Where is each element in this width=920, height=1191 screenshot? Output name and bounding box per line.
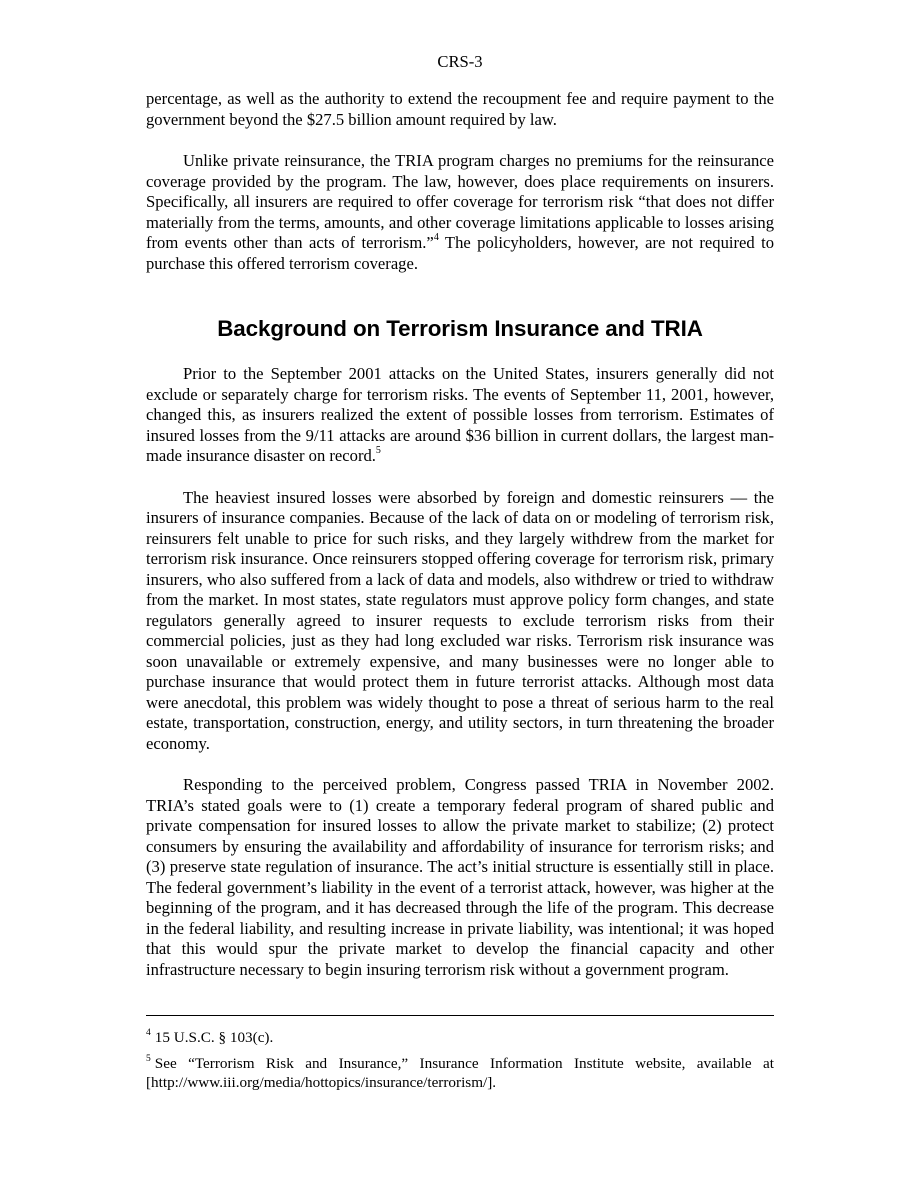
intro-paragraph-2 — [146, 151, 774, 274]
footnote-number: 4 — [146, 1027, 151, 1038]
footnote-ref-4[interactable]: 4 — [433, 232, 439, 244]
intro-paragraph-1: percentage, as well as the authority to extend the recoupment fee and require payment to the government beyond the $27.5 billion amount required by law. — [146, 89, 774, 129]
section-paragraph-1 — [146, 364, 774, 467]
section-paragraph-1-text: Prior to the September 2001 attacks on the United States, insurers generally did not exclude or separately charge for terrorism risks. The events of September 11, 2001, however, changed this, as insurers realized the extent of possible losses from terrorism. Estimates of insured losses from the 9/11 attacks are around $36 billion in current dollars, the largest man-made insurance disaster on record. — [146, 364, 774, 465]
footnote-text: 15 U.S.C. § 103(c). — [154, 1029, 274, 1046]
footnote-divider — [146, 1015, 774, 1016]
section-heading: Background on Terrorism Insurance and TRIA — [217, 316, 703, 341]
footnote — [146, 1054, 774, 1092]
footnote-ref-5[interactable]: 5 — [375, 445, 381, 457]
section-paragraph-2: The heaviest insured losses were absorbed by foreign and domestic reinsurers — the insurers of insurance companies. Because of the lack of data on or modeling of terrorism risk, reinsurers felt unable to price for such risks, and they largely withdrew from the market for terrorism risk insurance. Once reinsurers stopped offering coverage for terrorism risk, primary insurers, who also suffered from a lack of data and models, also withdrew or tried to withdraw from the market. In most states, state regulators must approve policy form changes, and state regulators generally agreed to insurer requests to exclude terrorism risks from their commercial policies, just as they had long excluded war risks. Terrorism risk insurance was soon unavailable or extremely expensive, and many businesses were no longer able to purchase insurance that would protect them in future terrorist attacks. Although most data were anecdotal, this problem was widely thought to pose a threat of serious harm to the real estate, transportation, construction, energy, and utility sectors, in turn threatening the broader economy. — [146, 487, 774, 753]
section-paragraph-3: Responding to the perceived problem, Congress passed TRIA in November 2002. TRIA’s stated goals were to (1) create a temporary federal program of shared public and private compensation for insured losses to allow the private market to stabilize; (2) protect consumers by ensuring the availability and affordability of insurance for terrorism risks; and (3) preserve state regulation of insurance. The act’s initial structure is essentially still in place. The federal government’s liability in the event of a terrorist attack, however, was higher at the beginning of the program, and it has decreased through the life of the program. This decrease in the federal liability, and resulting increase in private liability, was intentional; it was hoped that this would spur the private market to develop the financial capacity and other infrastructure necessary to begin insuring terrorism risk without a government program. — [146, 775, 774, 979]
footnote-text[interactable]: See “Terrorism Risk and Insurance,” Insurance Information Institute website, available at [http://www.iii.org/media/hottopics/insurance/terrorism/]. — [146, 1055, 774, 1091]
intro-paragraph-2-text: Unlike private reinsurance, the TRIA program charges no premiums for the reinsurance coverage provided by the program. The law, however, does place requirements on insurers. Specifically, all insurers are required to offer coverage for terrorism risk “that does not differ materially from the terms, amounts, and other coverage limitations applicable to losses arising from events other than acts of terrorism.” — [146, 151, 774, 252]
intro-paragraph-2-text-end: The policyholders, however, are not required to purchase this offered terrorism coverage. — [146, 233, 774, 273]
footnote-number: 5 — [146, 1053, 151, 1064]
page-number: CRS-3 — [437, 52, 483, 71]
document-page — [146, 52, 774, 1099]
footnote — [146, 1028, 774, 1047]
